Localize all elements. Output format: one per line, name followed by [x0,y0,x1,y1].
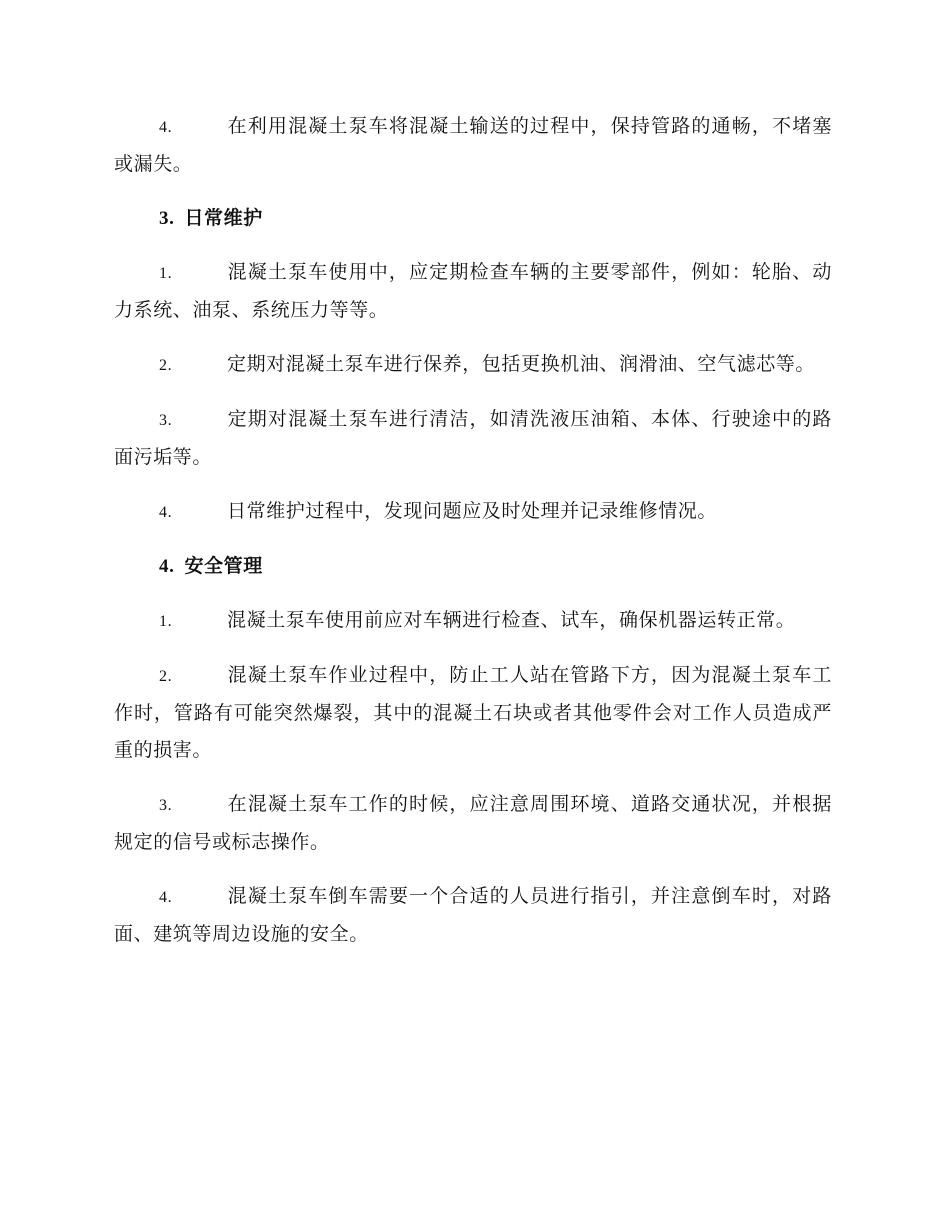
list-item [114,108,832,183]
list-item [114,657,832,769]
item-text: 定期对混凝土泵车进行清洁，如清洗液压油箱、本体、行驶途中的路面污垢等。 [114,408,832,468]
section-number: 4. [159,556,175,577]
section-heading-4 [114,548,832,585]
item-number: 1. [159,613,173,630]
item-text: 混凝土泵车使用前应对车辆进行检查、试车，确保机器运转正常。 [227,609,796,631]
item-number: 3. [159,412,173,429]
item-text: 在利用混凝土泵车将混凝土输送的过程中，保持管路的通畅，不堵塞或漏失。 [114,115,832,175]
list-item [114,786,832,861]
section-number: 3. [159,208,175,229]
item-number: 3. [159,797,173,814]
section-title: 安全管理 [184,555,263,577]
section-heading-3 [114,200,832,237]
item-text: 混凝土泵车倒车需要一个合适的人员进行指引，并注意倒车时，对路面、建筑等周边设施的安全。 [114,885,832,945]
item-text: 在混凝土泵车工作的时候，应注意周围环境、道路交通状况，并根据规定的信号或标志操作。 [114,793,832,853]
item-number: 2. [159,357,173,374]
item-number: 2. [159,668,173,685]
list-item [114,602,832,640]
list-item [114,878,832,953]
list-item [114,493,832,531]
item-number: 4. [159,889,173,906]
list-item [114,346,832,384]
item-number: 1. [159,265,173,282]
list-item [114,401,832,476]
item-text: 定期对混凝土泵车进行保养，包括更换机油、润滑油、空气滤芯等。 [227,353,816,375]
item-text: 混凝土泵车使用中，应定期检查车辆的主要零部件，例如：轮胎、动力系统、油泵、系统压力等等。 [114,261,832,321]
section-title: 日常维护 [184,207,263,229]
item-text: 混凝土泵车作业过程中，防止工人站在管路下方，因为混凝土泵车工作时，管路有可能突然爆裂，其中的混凝土石块或者其他零件会对工作人员造成严重的损害。 [114,664,832,761]
item-text: 日常维护过程中，发现问题应及时处理并记录维修情况。 [227,500,718,522]
document-body [114,108,832,953]
list-item [114,254,832,329]
item-number: 4. [159,504,173,521]
item-number: 4. [159,119,173,136]
